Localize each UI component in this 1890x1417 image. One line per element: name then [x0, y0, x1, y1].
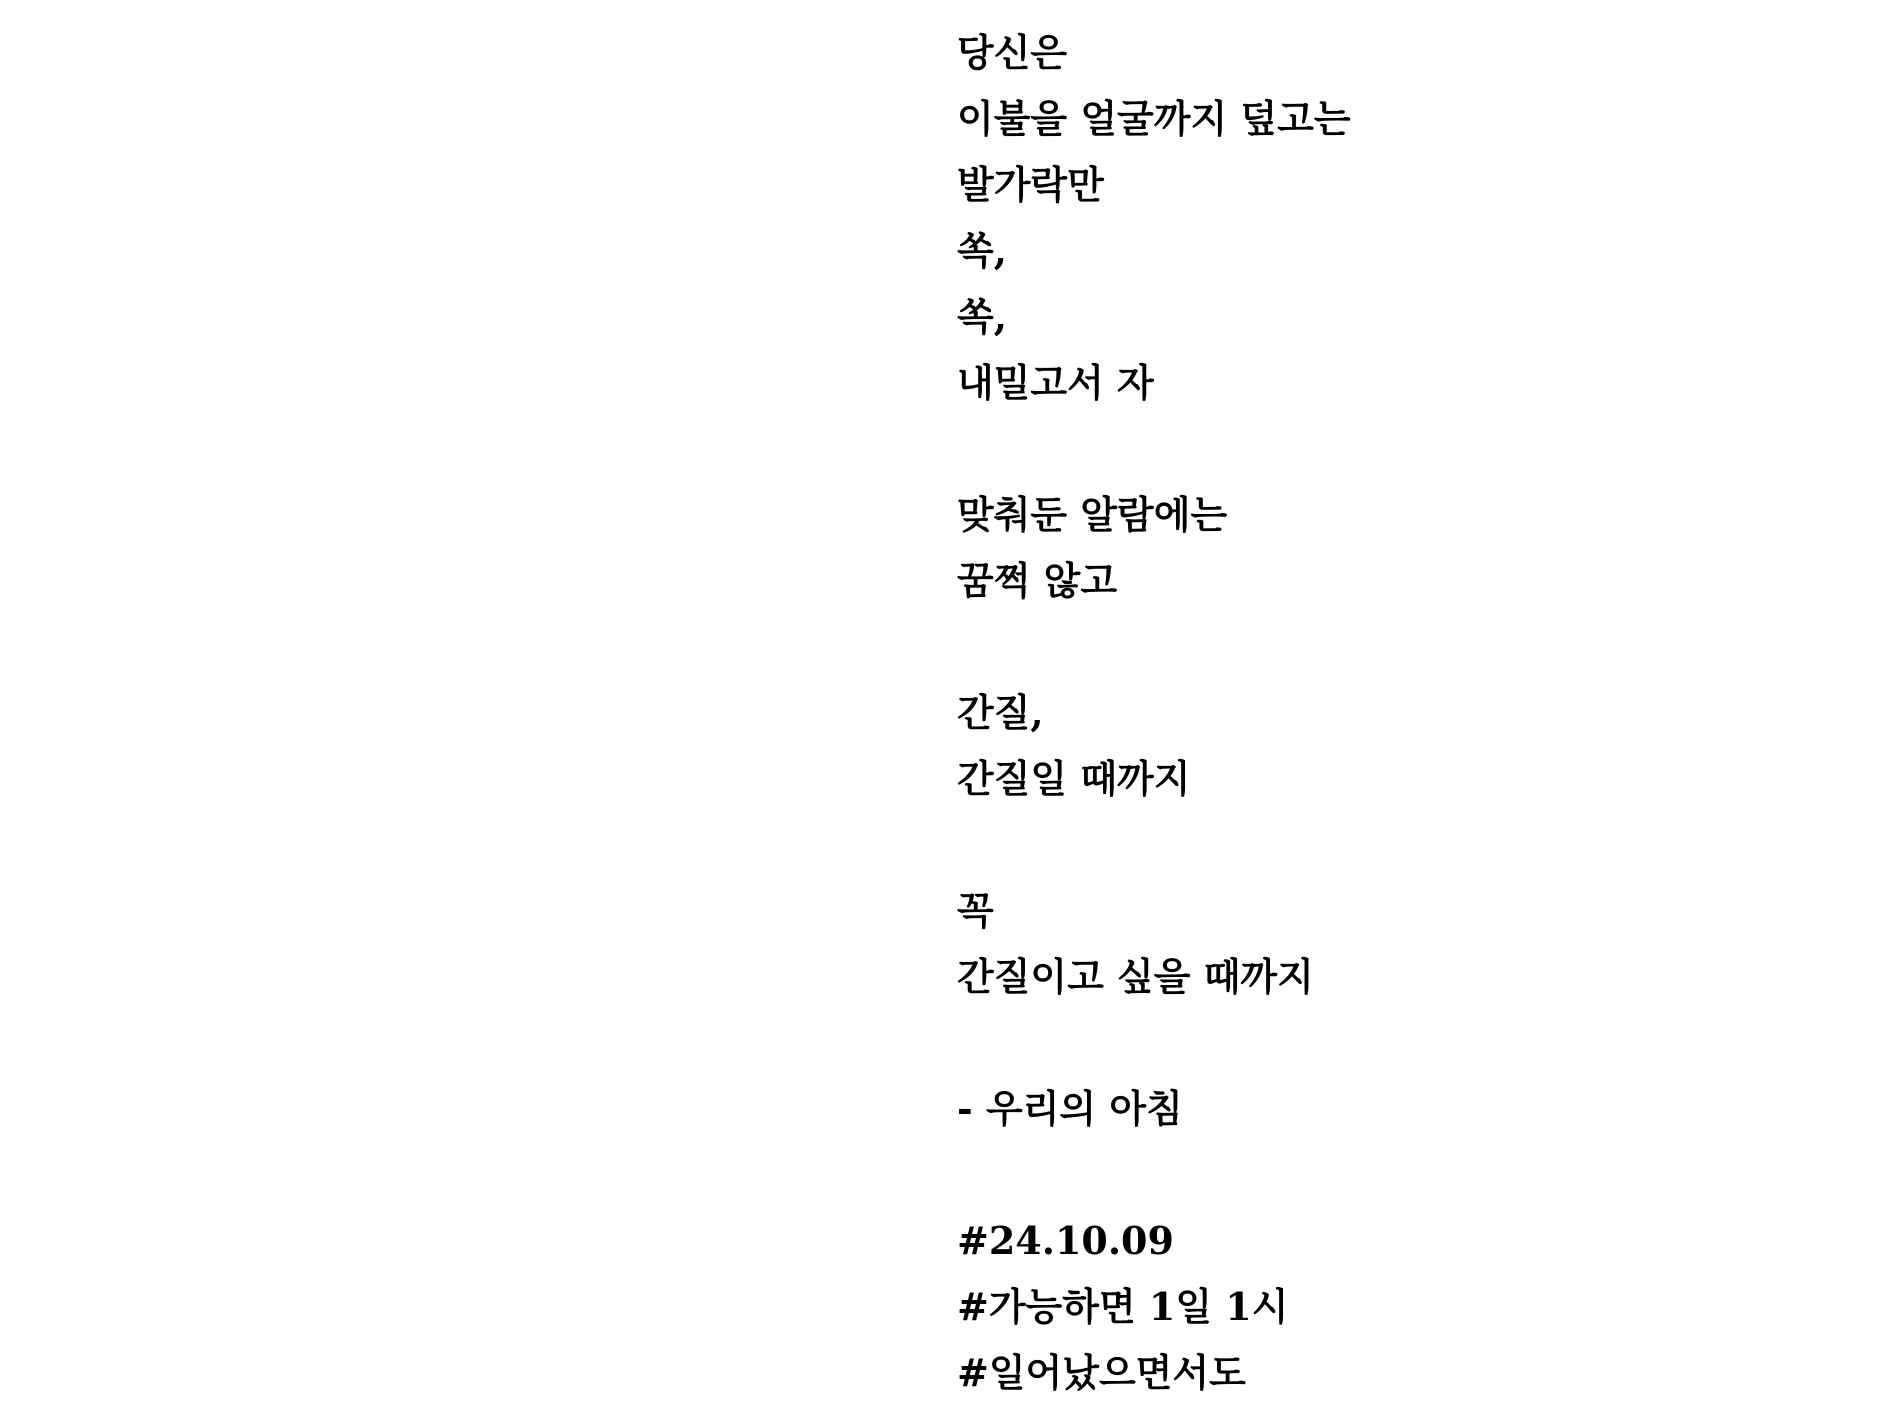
- stanza-break: [957, 1010, 1857, 1076]
- hashtag: #24.10.09: [957, 1218, 1174, 1263]
- stanza-break: [957, 812, 1857, 878]
- poem-line: 꿈쩍 않고: [957, 558, 1118, 603]
- poem-line: 간질이고 싶을 때까지: [957, 954, 1314, 999]
- poem-line: 맞춰둔 알람에는: [957, 492, 1228, 537]
- poem-line: 꼭: [957, 888, 994, 933]
- stanza-break: [957, 1142, 1857, 1208]
- hashtag: #가능하면 1일 1시: [957, 1284, 1289, 1329]
- hashtag: #일어났으면서도: [957, 1350, 1246, 1395]
- poem-line: 당신은: [957, 30, 1068, 75]
- poem-line: 이불을 얼굴까지 덮고는: [957, 96, 1351, 141]
- poem-line: 내밀고서 자: [957, 360, 1154, 405]
- poem-line: 간질,: [957, 690, 1044, 735]
- poem-line: 발가락만: [957, 162, 1104, 207]
- poem-line: 간질일 때까지: [957, 756, 1191, 801]
- poem-text: [957, 20, 1857, 1406]
- stanza-break: [957, 614, 1857, 680]
- poem-line: 쏙,: [957, 228, 1007, 273]
- poem-signature: - 우리의 아침: [957, 1086, 1183, 1131]
- poem-line: 쏙,: [957, 294, 1007, 339]
- stanza-break: [957, 416, 1857, 482]
